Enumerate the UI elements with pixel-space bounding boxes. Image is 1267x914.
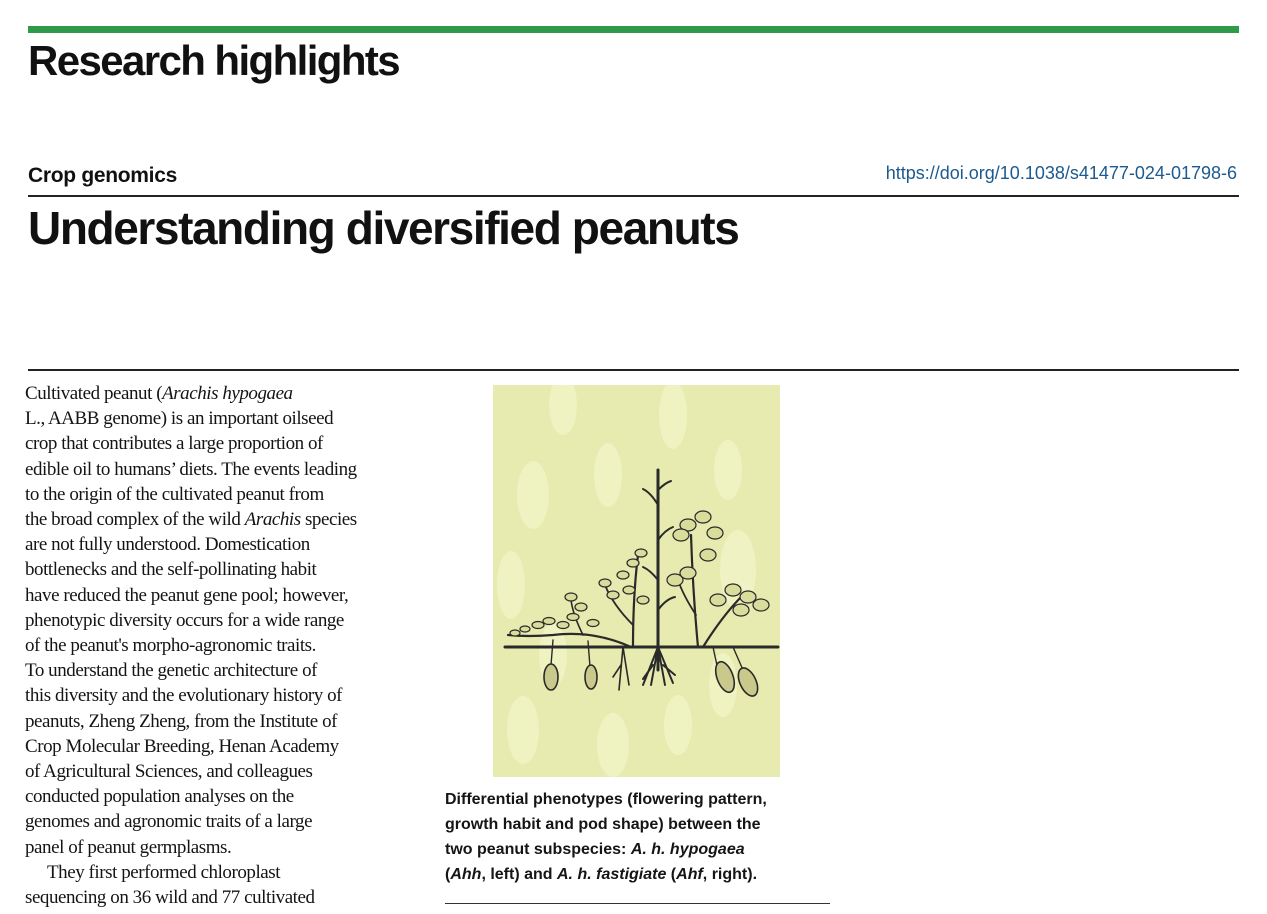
text-run: sequencing on 36 wild and 77 cultivated <box>25 887 315 909</box>
text-run: genomes and agronomic traits of a large <box>25 811 313 833</box>
italic-text: Ahf <box>676 866 703 883</box>
italic-text: A. h. hypogaea <box>630 841 745 858</box>
text-run: Cultivated peanut ( <box>25 383 163 404</box>
caption-line <box>445 837 835 862</box>
text-run: the broad complex of the wild <box>25 509 245 531</box>
category-kicker: Crop genomics <box>28 164 177 187</box>
text-run: two peanut subspecies: <box>445 841 631 858</box>
body-divider <box>28 369 1239 371</box>
article-headline: Understanding diversified peanuts <box>28 202 739 254</box>
body-line <box>25 557 425 582</box>
body-line <box>25 532 425 557</box>
body-line <box>25 658 425 683</box>
body-line <box>25 406 425 431</box>
text-run: of Agricultural Sciences, and colleagues <box>25 761 313 783</box>
body-line <box>25 431 425 456</box>
text-run: Differential phenotypes (flowering pattern, <box>445 791 767 808</box>
body-line <box>25 381 425 406</box>
text-run: To understand the genetic architecture of <box>25 660 317 682</box>
header-divider <box>28 195 1239 197</box>
body-line <box>25 809 425 834</box>
text-run: , right). <box>702 866 758 883</box>
text-run: crop that contributes a large proportion of <box>25 433 323 455</box>
peanut-phenotype-illustration <box>493 385 780 777</box>
body-line <box>25 583 425 608</box>
italic-text: A. h. fastigiate <box>557 866 667 883</box>
text-run: species <box>300 509 357 531</box>
body-line <box>25 457 425 482</box>
text-run: They first performed chloroplast <box>47 861 281 883</box>
text-run: panel of peanut germplasms. <box>25 836 232 858</box>
caption-line <box>445 812 835 837</box>
body-line <box>25 608 425 633</box>
text-run: this diversity and the evolutionary history of <box>25 685 343 707</box>
text-run: bottlenecks and the self-pollinating habit <box>25 559 317 581</box>
text-run: to the origin of the cultivated peanut from <box>25 483 324 505</box>
text-run: are not fully understood. Domestication <box>25 534 310 556</box>
body-line <box>25 633 425 658</box>
body-line <box>25 734 425 759</box>
caption-divider <box>445 903 830 904</box>
body-line <box>25 709 425 734</box>
text-run: , left) and <box>481 866 557 883</box>
figure-caption <box>445 787 835 887</box>
text-run: ( <box>445 866 451 883</box>
text-run: conducted population analyses on the <box>25 786 294 808</box>
body-line <box>25 507 425 532</box>
body-line <box>25 835 425 860</box>
text-run: peanuts, Zheng Zheng, from the Institute of <box>25 710 338 732</box>
text-run: growth habit and pod shape) between the <box>445 816 761 833</box>
body-line <box>25 885 425 910</box>
italic-text: Ahh <box>450 866 482 883</box>
caption-line <box>445 862 835 887</box>
body-line <box>25 482 425 507</box>
text-run: Crop Molecular Breeding, Henan Academy <box>25 735 339 757</box>
text-run: ( <box>666 866 677 883</box>
section-title: Research highlights <box>28 37 400 84</box>
text-run: have reduced the peanut gene pool; however, <box>25 584 349 606</box>
text-run: edible oil to humans’ diets. The events leading <box>25 458 357 480</box>
body-line <box>25 759 425 784</box>
italic-text: Arachis <box>244 509 301 531</box>
text-run: phenotypic diversity occurs for a wide range <box>25 609 344 631</box>
italic-text: Arachis hypogaea <box>162 383 293 404</box>
green-accent-bar <box>28 26 1239 33</box>
article-body <box>25 381 425 910</box>
caption-line <box>445 787 835 812</box>
body-line <box>25 683 425 708</box>
text-run: of the peanut's morpho-agronomic traits. <box>25 635 316 657</box>
text-run: L., AABB genome) is an important oilseed <box>25 408 334 430</box>
body-line <box>25 784 425 809</box>
doi-link[interactable]: https://doi.org/10.1038/s41477-024-01798-6 <box>885 163 1237 183</box>
body-line <box>25 860 425 885</box>
